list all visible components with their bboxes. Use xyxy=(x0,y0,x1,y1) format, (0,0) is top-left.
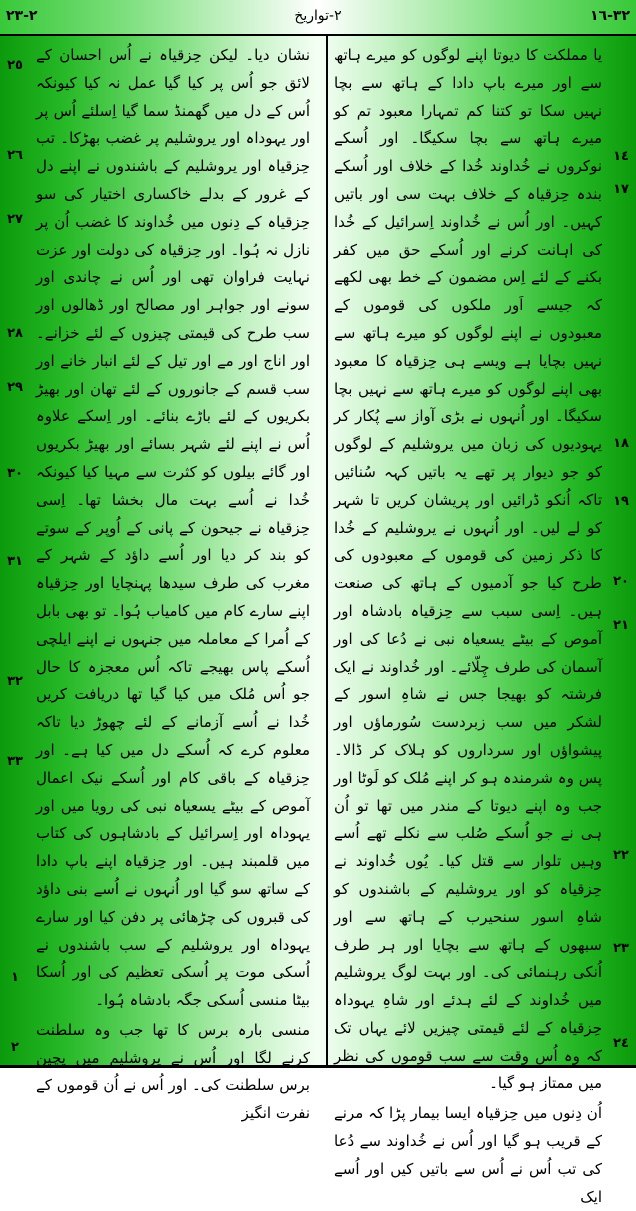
verse-number: ٢٣ xyxy=(613,941,629,956)
verse-number: ٢ xyxy=(11,1040,19,1055)
left-verse-gutter xyxy=(0,36,30,1065)
chapter-ref-left: ٢-٢٣ xyxy=(6,8,38,24)
verse-number: ١٨ xyxy=(613,436,629,451)
verse-number: ٣٢ xyxy=(7,674,23,689)
verse-number: ٢٧ xyxy=(7,212,23,227)
paragraph: یا مملکت کا دیوتا اپنے لوگوں کو میرے ہاتھ سے اور میرے باپ دادا کے ہاتھ سے بچا نہیں سکا تو کتنا کم تمہارا معبود تم کو میرے ہاتھ سے بچا سکیگا۔ اور اُسکے نوکروں نے خُداوند خُدا کے خلاف اور اُسکے بندہ حِزقیاہ کے خلاف بہت سی اور باتیں کہیں۔ اور اُس نے خُداوند اِسرائیل کے خُدا کی اہانت کرنے اور اُسکے حق میں کفر بکنے کے لئے اِس مضمون کے خط بھی لکھے کہ جیسے اَور ملکوں کی قوموں کے معبودوں نے اپنے لوگوں کو میرے ہاتھ سے نہیں بچایا ہے ویسے ہی حِزقیاہ کا معبود بھی اپنے لوگوں کو میرے ہاتھ سے نہیں بچا سکیگا۔ اور اُنہوں نے بڑی آواز سے پُکار کر یہودیوں کی زبان میں یروشلیم کے لوگوں کو جو دیوار پر تھے یہ باتیں کہہ سُنائیں تاکہ اُنکو ڈرائیں اور پریشان کریں تا شہر کو لے لیں۔ اور اُنہوں نے یروشلیم کے خُدا کا ذکر زمین کی قوموں کے معبودوں کی طرح کیا جو آدمیوں کے ہاتھ کی صنعت ہیں۔ اِسی سبب سے حِزقیاہ بادشاہ اور آموص کے بیٹے یسعیاہ نبی نے دُعا کی اور آسمان کی طرف چِلّائے۔ اور خُداوند نے ایک فرشتہ کو بھیجا جس نے شاہِ اسور کے لشکر میں سب زبردست سُورماؤں اور پیشواؤں اور سرداروں کو ہلاک کر ڈالا۔ پس وہ شرمندہ ہو کر اپنے مُلک کو لَوٹا اور جب وہ اپنے دیوتا کے مندر میں تھا تو اُن ہی نے جو اُسکے صُلب سے نکلے تھے اُسے وہیں تلوار سے قتل کیا۔ یُوں خُداوند نے حِزقیاہ کو اور یروشلیم کے باشندوں کو شاہِ اسور سنحیرب کے ہاتھ سے اور سبھوں کے ہاتھ سے بچایا اور ہر طرف اُنکی رہنمائی کی۔ اور بہت لوگ یروشلیم میں خُداوند کے لئے ہدئے اور شاہِ یہوداہ حِزقیاہ کے لئے قیمتی چیزیں لائے یہاں تک کہ وہ اُس وقت سے سب قوموں کی نظر میں ممتاز ہو گیا۔ xyxy=(334,46,602,1093)
verse-number: ٢٤ xyxy=(613,1036,629,1051)
paragraph: منسی بارہ برس کا تھا جب وہ سلطنت کرنے لگا اور اُس نے یروشلیم میں پچپن برس سلطنت کی۔ اور اُس نے اُن قوموں کے نفرت انگیز xyxy=(36,1020,310,1123)
verse-number: ٢١ xyxy=(613,618,629,633)
paragraph: اُن دِنوں میں حِزقیاہ ایسا بیمار پڑا کہ مرنے کے قریب ہو گیا اور اُس نے خُداوند سے دُعا کی تب اُس نے اُس سے باتیں کیں اور اُسے ایک xyxy=(334,1104,602,1206)
verse-number: ١٧ xyxy=(613,182,629,197)
verse-number: ٢٠ xyxy=(613,574,629,589)
verse-number: ٢٥ xyxy=(7,58,23,73)
verse-number: ٣٣ xyxy=(7,754,23,769)
verse-number: ١٤ xyxy=(613,149,629,164)
right-verse-gutter xyxy=(606,36,636,1065)
chapter-ref-right: ٣٢-١٦ xyxy=(590,8,630,24)
verse-number: ١ xyxy=(11,970,19,985)
page-body xyxy=(0,36,636,1206)
verse-number: ١٩ xyxy=(613,494,629,509)
verse-number: ٢٨ xyxy=(7,326,23,341)
book-title: ٢-تواریخ xyxy=(294,8,342,24)
left-text-column xyxy=(30,36,316,1123)
verse-number: ٣١ xyxy=(7,554,23,569)
right-text-column xyxy=(326,36,606,1206)
verse-number: ٢٩ xyxy=(7,380,23,395)
paragraph: نشان دیا۔ لیکن حِزقیاہ نے اُس احسان کے لائق جو اُس پر کیا گیا عمل نہ کیا کیونکہ اُس کے دل میں گھمنڈ سما گیا اِسلئے اُس پر اور یہوداہ اور یروشلیم پر غضب بھڑکا۔ تب حِزقیاہ اور یروشلیم کے باشندوں نے اپنے دل کے غرور کے بدلے خاکساری اختیار کی سو حِزقیاہ کے دِنوں میں خُداوند کا غضب اُن پر نازل نہ ہُوا۔ اور حِزقیاہ کی دولت اور عزت نہایت فراوان تھی اور اُس نے چاندی اور سونے اور جواہر اور مصالح اور ڈھالوں اور سب طرح کی قیمتی چیزوں کے لئے خزانے۔ اور اناج اور مے اور تیل کے لئے انبار خانے اور سب قسم کے جانوروں کے لئے تھان اور بھیڑ بکریوں کے لئے باڑے بنائے۔ اور اِسکے علاوہ اُس نے اپنے لئے شہر بسائے اور بھیڑ بکریوں اور گائے بیلوں کو کثرت سے مہیا کیا کیونکہ خُدا نے اُسے بہت مال بخشا تھا۔ اِسی حِزقیاہ نے جیحون کے پانی کے اُوپر کے سوتے کو بند کر دیا اور اُسے داؤد کے شہر کے مغرب کی طرف سیدھا پہنچایا اور حِزقیاہ اپنے سارے کام میں کامیاب ہُوا۔ تو بھی بابل کے اُمرا کے معاملہ میں جنہوں نے اپنے ایلچی اُسکے پاس بھیجے تاکہ اُس معجزہ کا حال جو اُس مُلک میں کیا گیا تھا دریافت کریں خُدا نے اُسے آزمانے کے لئے چھوڑ دیا تاکہ معلوم کرے کہ اُسکے دل میں کیا ہے۔ اور حِزقیاہ کے باقی کام اور اُسکے نیک اعمال آموص کے بیٹے یسعیاہ نبی کی رویا میں اور یہوداہ اور اِسرائیل کے بادشاہوں کی کتاب میں قلمبند ہیں۔ اور حِزقیاہ اپنے باپ دادا کے ساتھ سو گیا اور اُنہوں نے اُسے بنی داؤد کی قبروں کی چڑھائی پر دفن کیا اور سارے یہوداہ اور یروشلیم کے سب باشندوں نے اُسکی موت پر اُسکی تعظیم کی اور اُسکا بیٹا منسی اُسکی جگہ بادشاہ ہُوا۔ xyxy=(36,46,310,1010)
verse-number: ٢٦ xyxy=(7,148,23,163)
page-header xyxy=(0,0,636,36)
verse-number: ٢٢ xyxy=(613,848,629,863)
verse-number: ٣٠ xyxy=(7,466,23,481)
